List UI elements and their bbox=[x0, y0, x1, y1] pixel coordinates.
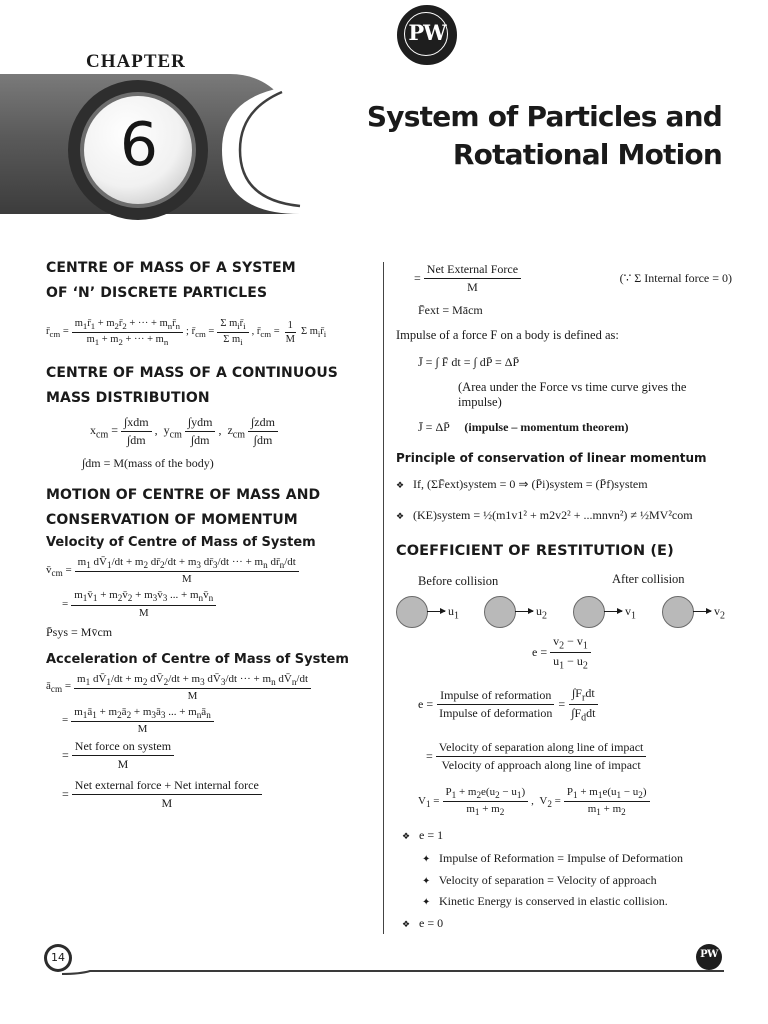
brand-logo bbox=[397, 5, 457, 65]
label-v1: $v_1$ bbox=[625, 604, 636, 622]
left-column bbox=[46, 256, 376, 811]
collision-diagram bbox=[396, 574, 732, 634]
heading-cm-discrete bbox=[46, 256, 376, 306]
acm4-numerator: Net external force + Net internal force bbox=[72, 778, 262, 795]
equation-vcm: $v̄_{cm}$ = $\frac{m_1 dV̄_1/dt + m_2 dr̄_2/dt + m_3 dr̄_3/dt \cdot\cdot\cdot + m_n dr̄_n/dt}{M}$ bbox=[46, 556, 376, 585]
page-number: 14 bbox=[51, 951, 65, 964]
column-divider bbox=[383, 262, 384, 934]
net-external-numerator: Net External Force bbox=[424, 262, 521, 279]
bullet-e1 bbox=[402, 828, 443, 843]
e-velocity-denominator: Velocity of approach along line of impact bbox=[441, 758, 641, 772]
bullet-if-text: If, (ΣF̄ext)system = 0 ⇒ (P̄i)system = (P̄f)system bbox=[413, 477, 648, 491]
impulse-theorem-label: (impulse – momentum theorem) bbox=[464, 420, 629, 434]
equation-acm-3: = $\frac{\text{Net force on system}}{M}$ bbox=[62, 739, 376, 772]
equation-net-external: = $\frac{\text{Net External Force}}{M}$ (∵ Σ Internal force = 0) bbox=[414, 262, 732, 294]
e-velocity-numerator: Velocity of separation along line of impact bbox=[436, 740, 647, 757]
heading-cm-continuous bbox=[46, 361, 376, 411]
sub-bullet-3-text: Kinetic Energy is conserved in elastic collision. bbox=[439, 894, 668, 908]
e-impulse-numerator: Impulse of reformation bbox=[437, 688, 554, 705]
impulse-theorem-row bbox=[418, 420, 732, 435]
arrow-u2-icon bbox=[515, 611, 533, 612]
sub-bullet-3 bbox=[422, 894, 668, 909]
equation-e-velocity: = $\frac{\text{Velocity of separation along line of impact}}{\text{Velocity of approach along line of impact}}$ bbox=[426, 740, 649, 773]
impulse-definition: Impulse of a force F on a body is defined as: bbox=[396, 328, 619, 342]
equation-vcm-2: = $\frac{m_1v̄_1 + m_2v̄_2 + m_3v̄_3 ... + m_nv̄_n}{M}$ bbox=[62, 589, 376, 618]
ball-1-icon bbox=[396, 596, 428, 628]
chapter-title-line2: Rotational Motion bbox=[452, 138, 722, 171]
before-collision-label: Before collision bbox=[418, 574, 499, 588]
heading-motion-cm-line2: CONSERVATION OF MOMENTUM bbox=[46, 512, 298, 529]
heading-motion-cm-line1: MOTION OF CENTRE OF MASS AND bbox=[46, 487, 321, 504]
footer-logo bbox=[696, 944, 722, 970]
plus-bullet-icon: ✦ bbox=[422, 854, 431, 865]
acm4-denominator: M bbox=[161, 795, 173, 810]
equation-e-impulse: e = $\frac{\text{Impulse of reformation}}{\text{Impulse of deformation}}$ = $\frac{\int F_rdt}{\int F_ddt}$ bbox=[418, 686, 602, 724]
footer bbox=[0, 940, 768, 980]
equation-v1-v2: $V_1$ = $\frac{P_1 + m_2e(u_2 - u_1)}{m_1 + m_2}$ , $V_2$ = $\frac{P_1 + m_1e(u_1 - u_2)}{m_1 + m_2}$ bbox=[418, 786, 653, 817]
acm3-denominator: M bbox=[117, 756, 129, 771]
label-v2: $v_2$ bbox=[714, 604, 725, 622]
heading-cm-continuous-line2: MASS DISTRIBUTION bbox=[46, 390, 210, 407]
sub-bullet-2-text: Velocity of separation = Velocity of approach bbox=[438, 873, 657, 887]
internal-force-note: (∵ Σ Internal force = 0) bbox=[619, 271, 732, 285]
arrow-u1-icon bbox=[427, 611, 445, 612]
diamond-bullet-icon: ❖ bbox=[402, 919, 411, 929]
sub-bullet-1 bbox=[422, 851, 683, 866]
chapter-label: CHAPTER bbox=[86, 51, 186, 72]
right-column bbox=[396, 262, 732, 930]
sub-bullet-1-text: Impulse of Reformation = Impulse of Deformation bbox=[439, 851, 684, 865]
arrow-v1-icon bbox=[604, 611, 622, 612]
heading-motion-cm bbox=[46, 483, 376, 533]
heading-cm-discrete-line2: OF ‘N’ DISCRETE PARTICLES bbox=[46, 285, 268, 301]
equation-psys: P̄sys = Mv̄cm bbox=[46, 624, 113, 639]
after-collision-label: After collision bbox=[612, 572, 685, 586]
label-u1-sub: 1 bbox=[454, 610, 459, 622]
diamond-bullet-icon: ❖ bbox=[402, 831, 411, 841]
heading-cm-discrete-line1: CENTRE OF MASS OF A SYSTEM bbox=[46, 260, 296, 276]
sub-bullet-2 bbox=[422, 873, 657, 888]
equation-impulse: J̄ = ∫ F̄ dt = ∫ dP̄ = ΔP̄ bbox=[418, 355, 520, 369]
equation-dm: ∫dm = M(mass of the body) bbox=[82, 456, 214, 471]
net-external-denominator: M bbox=[467, 280, 478, 294]
bullet-e0-text: e = 0 bbox=[419, 916, 444, 930]
chapter-title-line1: System of Particles and bbox=[366, 100, 722, 133]
impulse-note: (Area under the Force vs time curve gives the impulse) bbox=[458, 380, 687, 409]
equation-e: e = $\frac{v_2 - v_1}{u_1 - u_2}$ bbox=[532, 634, 594, 672]
header-band bbox=[0, 0, 768, 230]
bullet-ke bbox=[396, 508, 732, 523]
diamond-bullet-icon: ❖ bbox=[396, 511, 405, 521]
label-u2: $u_2$ bbox=[536, 604, 547, 622]
arrow-v2-icon bbox=[693, 611, 711, 612]
equation-cm-continuous: $x_{cm}$ = $\frac{\text{∫xdm}}{\int dm}$ , $y_{cm}$ $\frac{\text{∫ydm}}{\int dm}$ , $z_{cm}$ $\frac{\text{∫zdm}}{\int dm}$ bbox=[90, 415, 376, 448]
bullet-ke-text: (KE)system = ½(m1v1² + m2v2² + ...mnvn²) ≠ ½MV²com bbox=[413, 508, 693, 522]
chapter-number: 6 bbox=[119, 110, 159, 180]
plus-bullet-icon: ✦ bbox=[422, 897, 431, 908]
footer-rule bbox=[0, 940, 768, 980]
ball-4-icon bbox=[662, 596, 694, 628]
ball-2-icon bbox=[484, 596, 516, 628]
e-impulse-denominator: Impulse of deformation bbox=[439, 706, 553, 721]
heading-cm-continuous-line1: CENTRE OF MASS OF A CONTINUOUS bbox=[46, 365, 338, 382]
subheading-acceleration: Acceleration of Centre of Mass of System bbox=[46, 651, 349, 667]
equation-impulse-2: J̄ = ΔP̄ bbox=[418, 420, 450, 434]
equation-acm-4: = $\frac{\text{Net external force + Net internal force}}{M}$ bbox=[62, 778, 376, 811]
equation-acm: $ā_{cm}$ = $\frac{m_1 dV̄_1/dt + m_2 dV̄_2/dt + m_3 dV̄_3/dt \cdot\cdot\cdot + m_n dV̄_n/dt}{M}$ bbox=[46, 673, 376, 702]
subheading-velocity: Velocity of Centre of Mass of System bbox=[46, 535, 316, 551]
equation-fext: F̄ext = Mācm bbox=[418, 303, 483, 317]
diamond-bullet-icon: ❖ bbox=[396, 480, 405, 490]
acm3-numerator: Net force on system bbox=[72, 739, 174, 756]
label-u1: $u_1$ bbox=[448, 604, 459, 622]
page-number-badge bbox=[44, 944, 72, 972]
footer-logo-text: PW bbox=[700, 949, 718, 960]
bullet-e1-text: e = 1 bbox=[419, 828, 444, 842]
subheading-conservation: Principle of conservation of linear momentum bbox=[396, 451, 707, 465]
equation-cm-discrete: $r̄_{cm}$ = $\frac{m_1r̄_1 + m_2r̄_2 + \cdot\cdot\cdot + m_nr̄_n}{m_1 + m_2 + \cdot\cdot\cdot + m_n}$ ; $r̄_{cm}$ = $\frac{\Sigma m_ir̄_i}{\Sigma m_i}$ , $r̄_{cm}$ = $\frac{1}{M}$ Σ $m_ir̄_i$ bbox=[46, 318, 327, 348]
ball-3-icon bbox=[573, 596, 605, 628]
equation-acm-2: = $\frac{m_1ā_1 + m_2ā_2 + m_3ā_3 ... + m_nā_n}{M}$ bbox=[62, 706, 376, 735]
bullet-if bbox=[396, 477, 732, 492]
brand-logo-text: PW bbox=[408, 20, 446, 45]
plus-bullet-icon: ✦ bbox=[422, 876, 431, 887]
bullet-e0 bbox=[402, 916, 443, 931]
heading-restitution: COEFFICIENT OF RESTITUTION (E) bbox=[396, 543, 674, 559]
